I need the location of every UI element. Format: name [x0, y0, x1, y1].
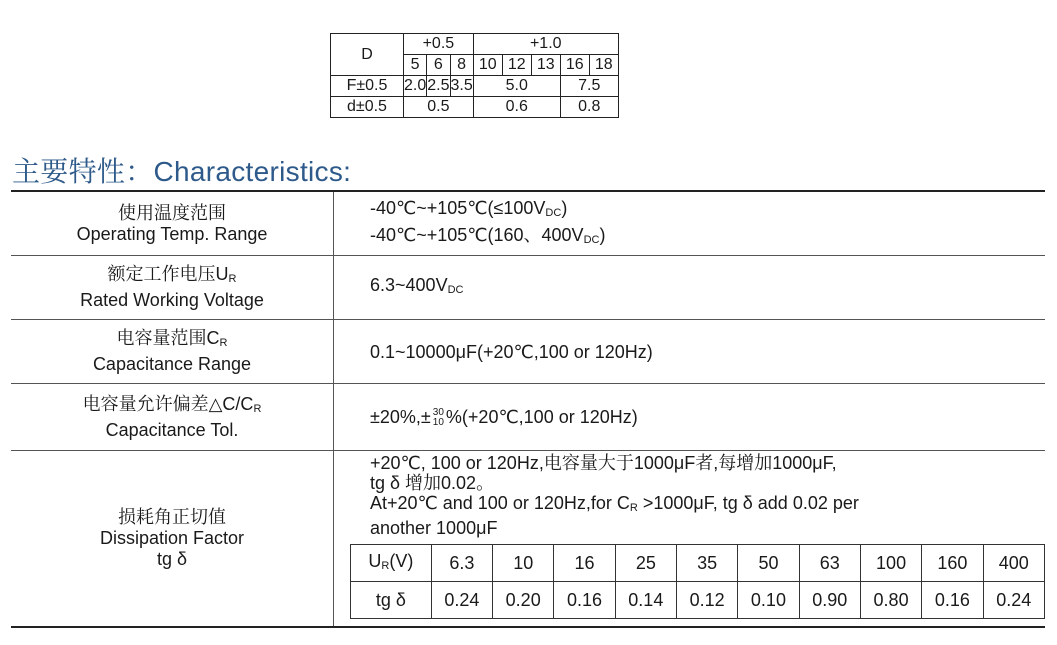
dim-group-b: +1.0 [473, 34, 618, 55]
dim-diameter: 10 [473, 55, 502, 76]
char-label [11, 192, 334, 255]
char-row-capacitance-range [11, 320, 1045, 384]
dim-d-label: D [331, 34, 404, 76]
char-value [334, 384, 1045, 450]
label-cn [108, 264, 237, 290]
char-value [334, 192, 1045, 255]
value-line: +20℃, 100 or 120Hz,电容量大于1000μF者,每增加1000μF, [370, 453, 837, 473]
dim-f-value: 2.5 [427, 76, 450, 97]
voltage-cell: 400 [983, 545, 1044, 582]
label-cn: 损耗角正切值 [118, 507, 226, 527]
table-row [351, 545, 1045, 582]
characteristics-table [11, 190, 1045, 628]
frac-top: 30 [432, 407, 444, 419]
char-label [11, 451, 334, 626]
label-en: tg δ [156, 549, 188, 569]
tg-cell: 0.90 [799, 582, 860, 619]
label-cn-text: 电容量范围C [116, 328, 220, 348]
char-value [334, 451, 1045, 626]
char-value [334, 256, 1045, 319]
char-label [11, 256, 334, 319]
tg-header: tg δ [351, 582, 432, 619]
tolerance-fraction [433, 408, 444, 428]
tg-cell: 0.20 [493, 582, 554, 619]
tg-delta-table [350, 544, 1045, 619]
char-row-dissipation-factor [11, 451, 1045, 626]
tg-cell: 0.16 [922, 582, 983, 619]
ur-label: U [368, 550, 382, 571]
char-label [11, 384, 334, 450]
dimension-table [330, 33, 619, 118]
label-en: Capacitance Tol. [105, 419, 239, 440]
value-tail: ) [561, 197, 568, 218]
char-label [11, 320, 334, 383]
voltage-cell: 25 [615, 545, 676, 582]
value-text: %(+20℃,100 or 120Hz) [445, 406, 638, 427]
value-sub: DC [545, 206, 562, 219]
char-row-capacitance-tol [11, 384, 1045, 451]
tg-cell: 0.12 [676, 582, 737, 619]
dim-f-value: 7.5 [560, 76, 618, 97]
value-tail: ) [599, 224, 606, 245]
label-cn-sub: R [253, 402, 262, 415]
value-text: -40℃~+105℃(≤100V [370, 197, 546, 218]
value-text: 6.3~400V [370, 275, 448, 295]
dim-diameter: 5 [404, 55, 427, 76]
dim-f-label: F±0.5 [331, 76, 404, 97]
value-text: >1000μF, tg δ add 0.02 per [637, 493, 859, 513]
ur-unit: (V) [389, 550, 414, 571]
dim-f-value: 5.0 [473, 76, 560, 97]
dim-d-small-label: d±0.5 [331, 97, 404, 118]
dim-diameter: 8 [450, 55, 473, 76]
frac-bottom: 10 [432, 417, 444, 429]
voltage-cell: 16 [554, 545, 615, 582]
voltage-cell: 10 [493, 545, 554, 582]
value-line [370, 493, 1045, 518]
tg-cell: 0.16 [554, 582, 615, 619]
value-line [370, 274, 1045, 301]
char-row-rated-voltage [11, 256, 1045, 320]
value-text: -40℃~+105℃(160、400V [370, 224, 584, 245]
table-row [351, 582, 1045, 619]
voltage-cell: 6.3 [431, 545, 492, 582]
char-value [334, 320, 1045, 383]
dim-diameter: 6 [427, 55, 450, 76]
label-cn-text: 额定工作电压U [107, 264, 229, 284]
dim-d-value: 0.8 [560, 97, 618, 118]
label-cn-sub: R [228, 273, 237, 285]
label-en: Rated Working Voltage [80, 290, 264, 310]
dim-diameter: 18 [589, 55, 618, 76]
voltage-cell: 160 [922, 545, 983, 582]
value-sub: DC [447, 284, 464, 296]
dim-d-value: 0.6 [473, 97, 560, 118]
dim-diameter: 12 [502, 55, 531, 76]
label-cn-text: 电容量允许偏差△C/C [82, 393, 254, 414]
dim-f-value: 2.0 [404, 76, 427, 97]
label-en: Operating Temp. Range [76, 223, 268, 244]
label-cn [117, 328, 228, 354]
dim-f-value: 3.5 [450, 76, 473, 97]
label-cn: 使用温度范围 [118, 202, 226, 223]
voltage-cell: 35 [676, 545, 737, 582]
tg-cell: 0.24 [431, 582, 492, 619]
voltage-cell: 50 [738, 545, 799, 582]
ur-sub: R [381, 559, 390, 572]
value-sub: DC [583, 233, 600, 246]
label-en: Dissipation Factor [99, 528, 245, 548]
tg-cell: 0.10 [738, 582, 799, 619]
value-line [370, 224, 1045, 251]
value-text: At+20℃ and 100 or 120Hz,for C [370, 493, 630, 513]
label-en: Capacitance Range [92, 354, 252, 374]
value-text: ±20%,± [370, 406, 431, 427]
section-heading: 主要特性：Characteristics: [12, 156, 352, 187]
value-sub: R [629, 502, 638, 514]
label-cn-sub: R [219, 337, 228, 349]
value-line [370, 406, 1045, 428]
dim-diameter: 16 [560, 55, 589, 76]
value-line: 0.1~10000μF(+20℃,100 or 120Hz) [370, 341, 653, 362]
tg-cell: 0.14 [615, 582, 676, 619]
char-row-operating-temp [11, 192, 1045, 256]
tg-cell: 0.24 [983, 582, 1044, 619]
ur-header [351, 545, 432, 582]
dim-diameter: 13 [531, 55, 560, 76]
tg-cell: 0.80 [860, 582, 921, 619]
dim-d-value: 0.5 [404, 97, 474, 118]
value-line: tg δ 增加0.02。 [370, 473, 495, 493]
value-line [370, 197, 1045, 224]
dim-group-a: +0.5 [404, 34, 474, 55]
voltage-cell: 63 [799, 545, 860, 582]
label-cn [83, 394, 262, 420]
voltage-cell: 100 [860, 545, 921, 582]
value-line: another 1000μF [370, 518, 498, 538]
